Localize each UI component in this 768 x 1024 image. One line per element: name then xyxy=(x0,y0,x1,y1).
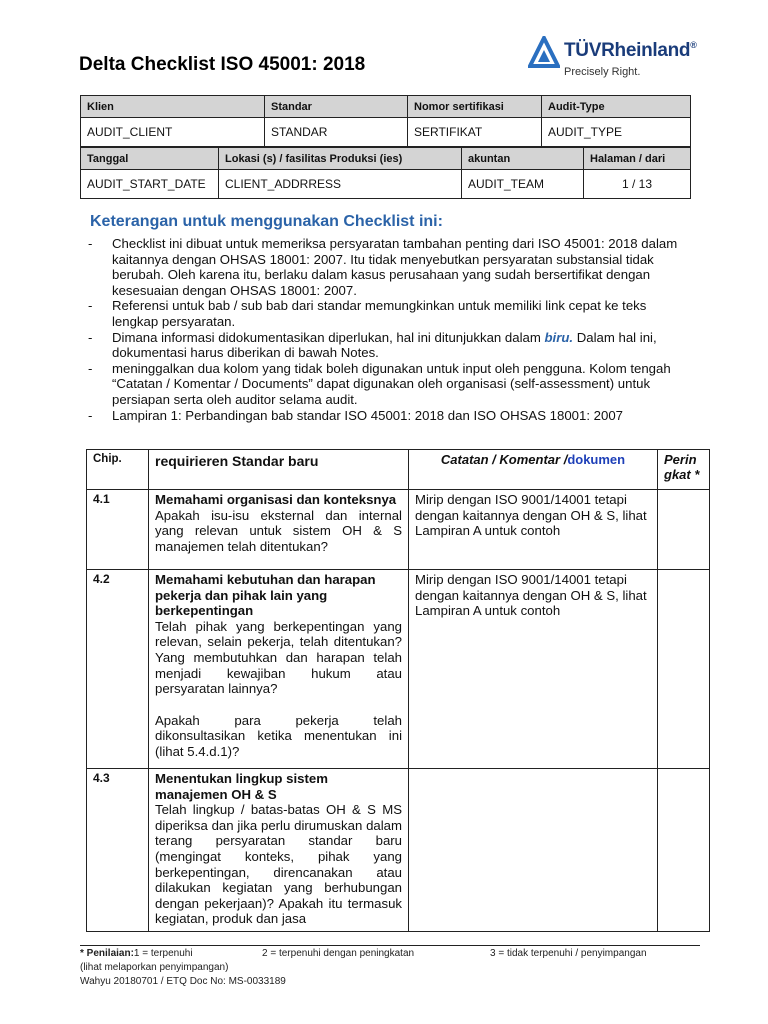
col-requirement: requirieren Standar baru xyxy=(149,450,409,490)
row-rating-cell[interactable] xyxy=(658,769,710,932)
logo-brand: TÜVRheinland® xyxy=(564,40,697,61)
row-requirement: Memahami kebutuhan dan harapan pekerja dan pihak lain yang berkepentingan Telah pihak yang berkepentingan yang relevan, selain pekerja, telah ditentukan? Yang membutuhkan dan harapan telah menjadi kewajiban hukum atau persyaratan lainnya? Apakah para pekerja telah dikonsultasikan ketika menentukan ini (lihat 5.4.d.1)? xyxy=(149,570,409,769)
intro-item: - Checklist ini dibuat untuk memeriksa persyaratan tambahan penting dari ISO 45001: 2018 dalam kaitannya dengan OHSAS 18001: 2007. Itu tidak menyebutkan persyaratan substansial tidak berubah. Oleh karena itu, berlaku dalam kasus perusahaan yang sudah bersertifikat dengan kesesuaian dengan OHSAS 18001: 2007. xyxy=(88,236,688,298)
table-row xyxy=(87,769,710,932)
value-client-address: CLIENT_ADDRRESS xyxy=(219,170,462,199)
row-rating-cell[interactable] xyxy=(658,490,710,570)
header-table-client xyxy=(80,95,691,147)
col-notes: Catatan / Komentar /dokumen xyxy=(409,450,658,490)
value-audit-client: AUDIT_CLIENT xyxy=(81,118,265,147)
intro-list xyxy=(88,236,688,423)
label-akuntan: akuntan xyxy=(462,148,584,170)
row-requirement: Menentukan lingkup sistem manajemen OH & S Telah lingkup / batas-batas OH & S MS diperiksa dan jika perlu dirumuskan dalam terang persyaratan standar baru (mengingat konteks, pihak yang berkepentingan, direncanakan atau dilakukan kegiatan yang berhubungan dengan pekerjaan)? Apakah itu termasuk kegiatan, produk dan jasa xyxy=(149,769,409,932)
label-lokasi: Lokasi (s) / fasilitas Produksi (ies) xyxy=(219,148,462,170)
value-page-count: 1 / 13 xyxy=(584,170,691,199)
row-chip: 4.3 xyxy=(87,769,149,932)
row-note xyxy=(409,769,658,932)
value-sertifikat: SERTIFIKAT xyxy=(408,118,542,147)
intro-item: - meninggalkan dua kolom yang tidak boleh digunakan untuk input oleh pengguna. Kolom tengah “Catatan / Komentar / Documents” dapat digunakan oleh organisasi (self-assessment) untuk persiapan serta oleh auditor selama audit. xyxy=(88,361,688,408)
tuv-triangle-icon xyxy=(528,36,560,70)
footer-note: (lihat melaporkan penyimpangan) xyxy=(80,962,229,973)
row-note: Mirip dengan ISO 9001/14001 tetapi dengan kaitannya dengan OH & S, lihat Lampiran A untuk contoh xyxy=(409,570,658,769)
label-nomor-sertifikasi: Nomor sertifikasi xyxy=(408,96,542,118)
table-row xyxy=(87,490,710,570)
label-audit-type: Audit-Type xyxy=(542,96,691,118)
checklist-table xyxy=(86,449,710,932)
header-table-date xyxy=(80,147,691,199)
intro-item: - Referensi untuk bab / sub bab dari standar memungkinkan untuk memiliki link cepat ke teks lengkap persyaratan. xyxy=(88,298,688,329)
logo-tagline: Precisely Right. xyxy=(564,66,641,78)
value-audit-team: AUDIT_TEAM xyxy=(462,170,584,199)
label-halaman: Halaman / dari xyxy=(584,148,691,170)
intro-heading: Keterangan untuk menggunakan Checklist ini: xyxy=(90,213,443,230)
intro-item: - Dimana informasi didokumentasikan diperlukan, hal ini ditunjukkan dalam biru. Dalam hal ini, dokumentasi harus diberikan di bawah Notes. xyxy=(88,330,688,361)
footer-divider xyxy=(80,945,700,946)
intro-item: - Lampiran 1: Perbandingan bab standar ISO 45001: 2018 dan ISO OHSAS 18001: 2007 xyxy=(88,408,688,424)
row-chip: 4.2 xyxy=(87,570,149,769)
label-tanggal: Tanggal xyxy=(81,148,219,170)
row-note: Mirip dengan ISO 9001/14001 tetapi dengan kaitannya dengan OH & S, lihat Lampiran A untuk contoh xyxy=(409,490,658,570)
value-standar: STANDAR xyxy=(265,118,408,147)
label-klien: Klien xyxy=(81,96,265,118)
value-audit-type: AUDIT_TYPE xyxy=(542,118,691,147)
col-chip: Chip. xyxy=(87,450,149,490)
tuv-logo xyxy=(528,36,698,82)
col-rating: Perin gkat * xyxy=(658,450,710,490)
value-audit-start-date: AUDIT_START_DATE xyxy=(81,170,219,199)
table-row xyxy=(87,570,710,769)
document-title: Delta Checklist ISO 45001: 2018 xyxy=(79,54,366,75)
label-standar: Standar xyxy=(265,96,408,118)
row-requirement: Memahami organisasi dan konteksnya Apakah isu-isu eksternal dan internal yang relevan untuk sistem OH & S manajemen telah ditentukan? xyxy=(149,490,409,570)
footer-rating-legend: * Penilaian:1 = terpenuhi 2 = terpenuhi dengan peningkatan 3 = tidak terpenuhi / penyimpangan xyxy=(80,948,647,959)
row-chip: 4.1 xyxy=(87,490,149,570)
footer-doc-id: Wahyu 20180701 / ETQ Doc No: MS-0033189 xyxy=(80,976,286,987)
row-rating-cell[interactable] xyxy=(658,570,710,769)
